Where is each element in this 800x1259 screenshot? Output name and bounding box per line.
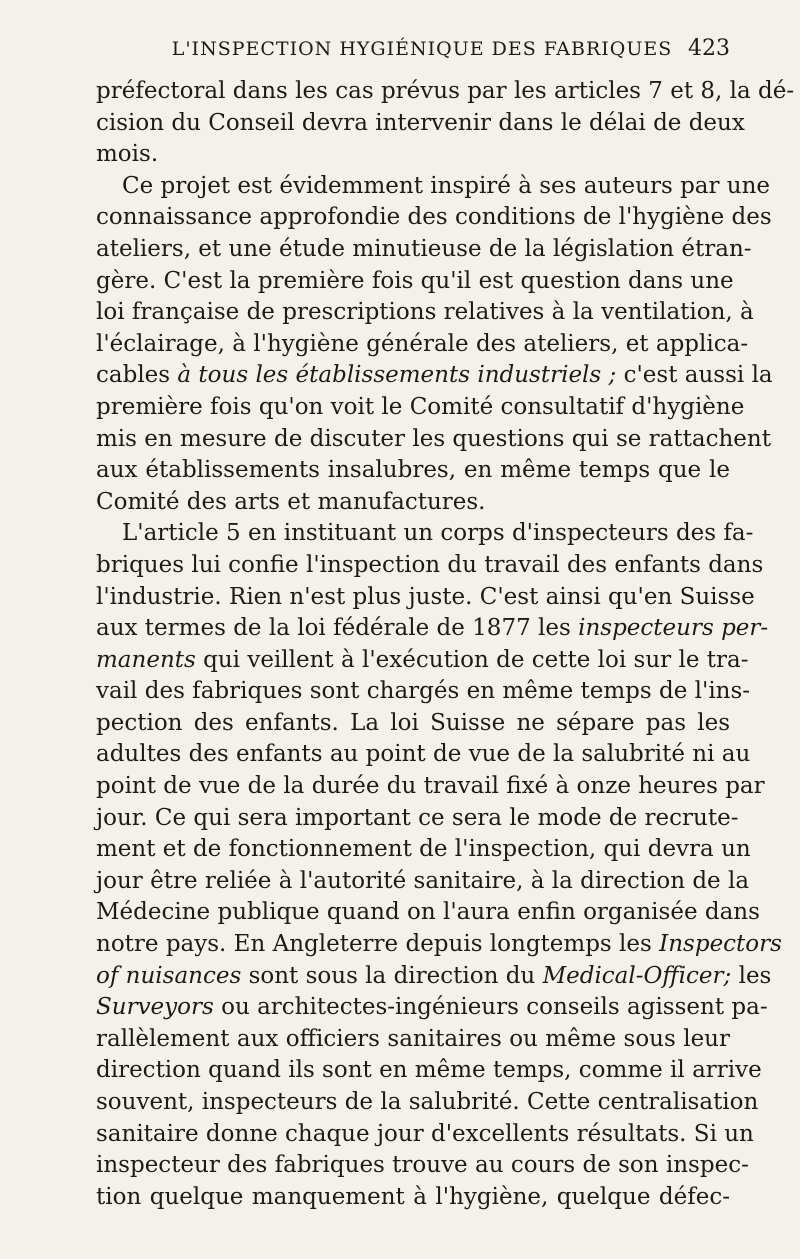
text-line: ment et de fonctionnement de l'inspection, qui devra un (96, 836, 751, 863)
text-line: première fois qu'on voit le Comité consultatif d'hygiène (96, 393, 745, 420)
text-line: mis en mesure de discuter les questions qui se rattachent (96, 425, 771, 452)
text-line (96, 929, 782, 961)
text-line: direction quand ils sont en même temps, comme il arrive (96, 1057, 762, 1084)
page-header (96, 36, 730, 76)
text-segment: les (731, 962, 772, 989)
text-segment: sont sous la direction du (241, 962, 543, 989)
text-line (96, 360, 773, 392)
text-line: jour être reliée à l'autorité sanitaire, à la direction de la (96, 867, 750, 894)
text-segment: notre pays. En Angleterre depuis longtemps les (96, 931, 660, 958)
text-line: point de vue de la durée du travail fixé à onze heures par (96, 773, 765, 800)
body-text (96, 76, 795, 1213)
text-line: jour. Ce qui sera important ce sera le mode de recrute- (96, 804, 739, 831)
text-line: adultes des enfants au point de vue de la salubrité ni au (96, 741, 751, 768)
italic-text: manents (96, 646, 196, 673)
text-segment: ou architectes-ingénieurs conseils agissent pa- (213, 994, 768, 1021)
text-line: connaissance approfondie des conditions de l'hygiène des (96, 204, 772, 231)
text-line: pection des enfants. La loi Suisse ne sépare pas les (96, 709, 730, 736)
text-line: mois. (96, 141, 159, 168)
text-line: cision du Conseil devra intervenir dans le délai de deux (96, 109, 745, 136)
italic-text: Surveyors (96, 994, 214, 1021)
text-line: aux établissements insalubres, en même temps que le (96, 457, 730, 484)
running-title: L'INSPECTION HYGIÉNIQUE DES FABRIQUES (171, 38, 673, 60)
text-line: ateliers, et une étude minutieuse de la législation étran- (96, 235, 752, 262)
text-line: Médecine publique quand on l'aura enfin organisée dans (96, 899, 760, 926)
text-line: souvent, inspecteurs de la salubrité. Cette centralisation (96, 1089, 759, 1115)
italic-text: à tous les établissements industriels ; (177, 362, 617, 389)
text-line: Ce projet est évidemment inspiré à ses auteurs par une (122, 172, 771, 199)
text-line: l'industrie. Rien n'est plus juste. C'est ainsi qu'en Suisse (96, 583, 755, 610)
text-line: L'article 5 en instituant un corps d'inspecteurs des fa- (122, 520, 754, 547)
page-number: 423 (688, 36, 730, 61)
text-line (96, 613, 769, 645)
italic-text: inspecteurs per- (578, 615, 769, 642)
text-line (96, 992, 768, 1024)
italic-text: of nuisances (96, 962, 242, 989)
text-line: inspecteur des fabriques trouve au cours de son inspec- (96, 1152, 749, 1179)
text-line: briques lui confie l'inspection du travail des enfants dans (96, 551, 764, 578)
text-line: l'éclairage, à l'hygiène générale des ateliers, et applica- (96, 330, 749, 357)
italic-text: Medical-Officer; (542, 962, 732, 989)
text-line (96, 961, 772, 993)
text-segment: cables (96, 362, 178, 389)
italic-text: Inspectors (659, 931, 782, 958)
text-segment: qui veillent à l'exécution de cette loi sur le tra- (195, 646, 749, 673)
text-line: gère. C'est la première fois qu'il est question dans une (96, 267, 734, 294)
text-line: sanitaire donne chaque jour d'excellents résultats. Si un (96, 1120, 754, 1147)
text-line: tion quelque manquement à l'hygiène, quelque défec- (96, 1183, 730, 1210)
text-line: Comité des arts et manufactures. (96, 488, 486, 515)
text-line: loi française de prescriptions relatives à la ventilation, à (96, 299, 754, 326)
text-line (96, 645, 749, 677)
text-segment: aux termes de la loi fédérale de 1877 les (96, 615, 579, 642)
text-line: rallèlement aux officiers sanitaires ou même sous leur (96, 1025, 730, 1052)
text-segment: c'est aussi la (616, 362, 773, 389)
text-line: vail des fabriques sont chargés en même temps de l'ins- (96, 678, 751, 705)
text-line: préfectoral dans les cas prévus par les articles 7 et 8, la dé- (96, 78, 795, 104)
